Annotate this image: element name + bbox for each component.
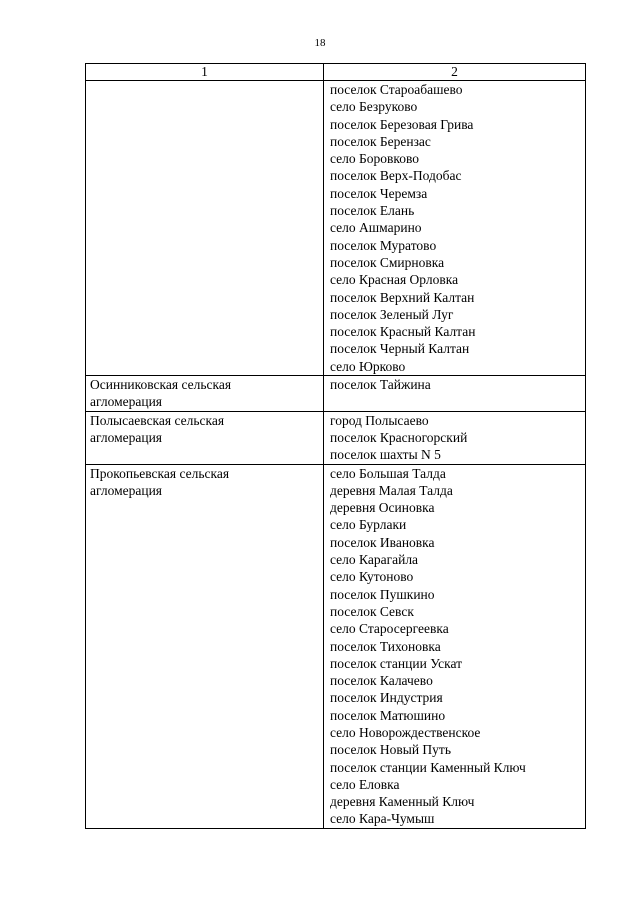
settlements-cell xyxy=(324,411,586,464)
settlement-item: поселок Тайжина xyxy=(330,377,431,393)
table-row xyxy=(86,81,586,376)
settlement-item: поселок шахты N 5 xyxy=(330,447,441,463)
agglomeration-name-cell xyxy=(86,411,324,464)
settlement-item: поселок станции Ускат xyxy=(330,655,463,671)
settlement-item: село Кара-Чумыш xyxy=(330,811,435,827)
settlement-item: село Ашмарино xyxy=(330,220,422,236)
settlement-item: поселок Черемза xyxy=(330,185,428,201)
settlement-item: село Большая Талда xyxy=(330,465,446,481)
agglomeration-name-cell xyxy=(86,464,324,828)
settlement-item: село Боровково xyxy=(330,151,420,167)
settlement-item: поселок Калачево xyxy=(330,673,433,689)
settlement-item: деревня Осиновка xyxy=(330,500,435,516)
agglomeration-name-cell xyxy=(86,376,324,412)
settlement-item: поселок Черный Калтан xyxy=(330,341,470,357)
settlement-item: поселок Красный Калтан xyxy=(330,324,476,340)
settlement-item: село Красная Орловка xyxy=(330,272,459,288)
settlement-item: деревня Малая Талда xyxy=(330,482,453,498)
settlement-item: село Юрково xyxy=(330,358,406,374)
agglomeration-name-line: агломерация xyxy=(90,482,163,498)
settlement-item: поселок Красногорский xyxy=(330,429,468,445)
settlements-cell xyxy=(324,464,586,828)
settlement-item: поселок Севск xyxy=(330,603,414,619)
column-header-1: 1 xyxy=(86,64,324,81)
settlement-item: поселок станции Каменный Ключ xyxy=(330,759,526,775)
agglomeration-name-cell xyxy=(86,81,324,376)
settlements-cell xyxy=(324,81,586,376)
settlement-item: поселок Ивановка xyxy=(330,534,435,550)
agglomeration-name-line: Осинниковская сельская xyxy=(90,377,232,393)
settlement-item: село Новорождественское xyxy=(330,724,481,740)
settlement-item: село Бурлаки xyxy=(330,517,407,533)
settlement-item: село Старосергеевка xyxy=(330,621,449,637)
settlement-item: поселок Тихоновка xyxy=(330,638,441,654)
agglomeration-name-line: агломерация xyxy=(90,394,163,410)
settlement-item: село Карагайла xyxy=(330,552,419,568)
settlement-item: поселок Зеленый Луг xyxy=(330,306,454,322)
column-header-2: 2 xyxy=(324,64,586,81)
table-row xyxy=(86,376,586,412)
settlement-item: поселок Верхний Калтан xyxy=(330,289,475,305)
settlement-item: поселок Муратово xyxy=(330,237,437,253)
settlement-item: поселок Староабашево xyxy=(330,82,463,97)
settlement-item: поселок Верх-Подобас xyxy=(330,168,462,184)
settlement-item: поселок Индустрия xyxy=(330,690,443,706)
settlement-item: село Безруково xyxy=(330,99,418,115)
settlement-item: поселок Пушкино xyxy=(330,586,435,602)
agglomeration-name-line: агломерация xyxy=(90,429,163,445)
settlement-item: село Кутоново xyxy=(330,569,414,585)
settlement-item: поселок Смирновка xyxy=(330,254,445,270)
table-header-row xyxy=(86,64,586,81)
agglomeration-name-line: Прокопьевская сельская xyxy=(90,465,230,481)
settlement-item: поселок Берензас xyxy=(330,133,431,149)
settlement-item: поселок Новый Путь xyxy=(330,742,451,758)
settlement-item: деревня Каменный Ключ xyxy=(330,794,475,810)
page-number: 18 xyxy=(314,37,326,49)
table-body xyxy=(86,81,586,829)
table-row xyxy=(86,464,586,828)
settlement-item: город Полысаево xyxy=(330,412,429,428)
table-row xyxy=(86,411,586,464)
agglomeration-name-line: Полысаевская сельская xyxy=(90,412,225,428)
settlements-cell xyxy=(324,376,586,412)
settlement-item: поселок Матюшино xyxy=(330,707,446,723)
settlement-item: поселок Елань xyxy=(330,203,415,219)
settlement-item: поселок Березовая Грива xyxy=(330,116,474,132)
agglomeration-table xyxy=(85,63,586,829)
settlement-item: село Еловка xyxy=(330,776,400,792)
